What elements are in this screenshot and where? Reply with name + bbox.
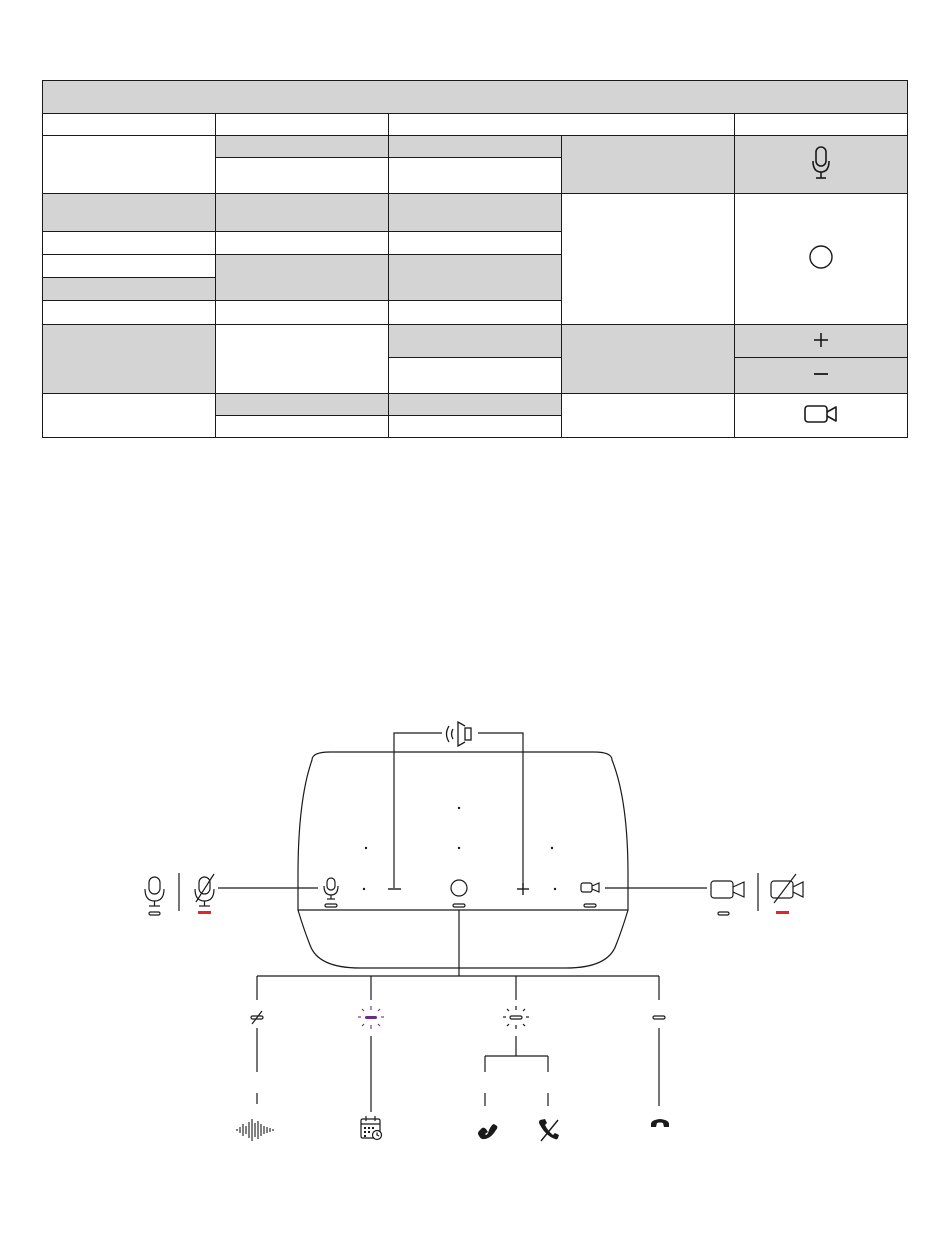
table-cell xyxy=(216,114,389,136)
table-cell xyxy=(389,415,562,437)
video-camera-off-icon xyxy=(771,874,803,903)
device-mic-button[interactable] xyxy=(324,878,338,907)
table-cell xyxy=(735,114,908,136)
table-cell xyxy=(562,193,735,325)
mute-icon-cell xyxy=(735,136,908,193)
device-body xyxy=(298,752,628,910)
table-cell xyxy=(216,136,389,158)
table-cell xyxy=(43,254,216,277)
circle-button-icon xyxy=(808,244,834,270)
table-cell xyxy=(43,278,216,301)
table-cell xyxy=(389,393,562,415)
table-cell xyxy=(389,136,562,158)
device-teams-button[interactable] xyxy=(451,880,467,907)
volume-up-icon-cell xyxy=(735,325,908,358)
table-cell xyxy=(389,254,562,300)
device-indicator-dots xyxy=(363,807,556,890)
device-camera-button[interactable] xyxy=(581,883,599,907)
table-cell xyxy=(389,301,562,325)
microphone-icon xyxy=(145,877,164,915)
phone-answer-icon xyxy=(478,1124,497,1139)
table-cell xyxy=(562,325,735,393)
table-cell xyxy=(43,325,216,393)
led-pulsing-indicator xyxy=(503,1006,529,1029)
microphone-muted-icon xyxy=(195,874,214,906)
speaker-sound-icon xyxy=(447,722,472,746)
speakerphone-diagram xyxy=(0,700,950,1200)
table-cell xyxy=(43,193,216,231)
speaker-callout-line xyxy=(478,733,523,888)
table-cell xyxy=(43,114,216,136)
volume-down-icon-cell xyxy=(735,358,908,393)
table-cell xyxy=(389,158,562,193)
led-solid-indicator xyxy=(653,1016,665,1019)
table-cell xyxy=(43,393,216,437)
table-cell xyxy=(562,393,735,437)
audio-waveform-icon xyxy=(237,1119,273,1141)
phone-decline-icon xyxy=(539,1119,559,1141)
teams-icon-cell xyxy=(735,193,908,325)
table-cell xyxy=(389,358,562,393)
minus-icon xyxy=(813,366,829,382)
led-off-indicator xyxy=(251,1011,263,1024)
device-base xyxy=(298,910,628,968)
table-header xyxy=(43,81,908,114)
mic-muted-led xyxy=(198,911,211,914)
camera-off-led xyxy=(776,911,789,914)
table-cell xyxy=(216,254,389,300)
video-camera-icon xyxy=(804,404,838,424)
table-cell xyxy=(216,415,389,437)
calendar-clock-icon xyxy=(361,1116,382,1140)
table-cell xyxy=(216,393,389,415)
table-cell xyxy=(43,231,216,254)
device-volume-up-button[interactable] xyxy=(517,883,529,895)
button-function-table xyxy=(42,80,908,438)
table-cell xyxy=(216,193,389,231)
table-cell xyxy=(389,325,562,358)
table-cell xyxy=(389,193,562,231)
microphone-icon xyxy=(811,146,831,180)
table-cell xyxy=(43,301,216,325)
phone-end-call-icon xyxy=(651,1119,669,1127)
table-cell xyxy=(389,114,735,136)
table-cell xyxy=(216,301,389,325)
table-cell xyxy=(216,325,389,393)
table-cell xyxy=(216,231,389,254)
video-camera-icon xyxy=(711,881,744,915)
table-cell xyxy=(216,158,389,193)
plus-icon xyxy=(813,332,829,348)
table-cell xyxy=(43,136,216,193)
table-cell xyxy=(389,231,562,254)
table-cell xyxy=(562,136,735,193)
camera-icon-cell xyxy=(735,393,908,437)
speaker-callout-line xyxy=(394,733,442,888)
